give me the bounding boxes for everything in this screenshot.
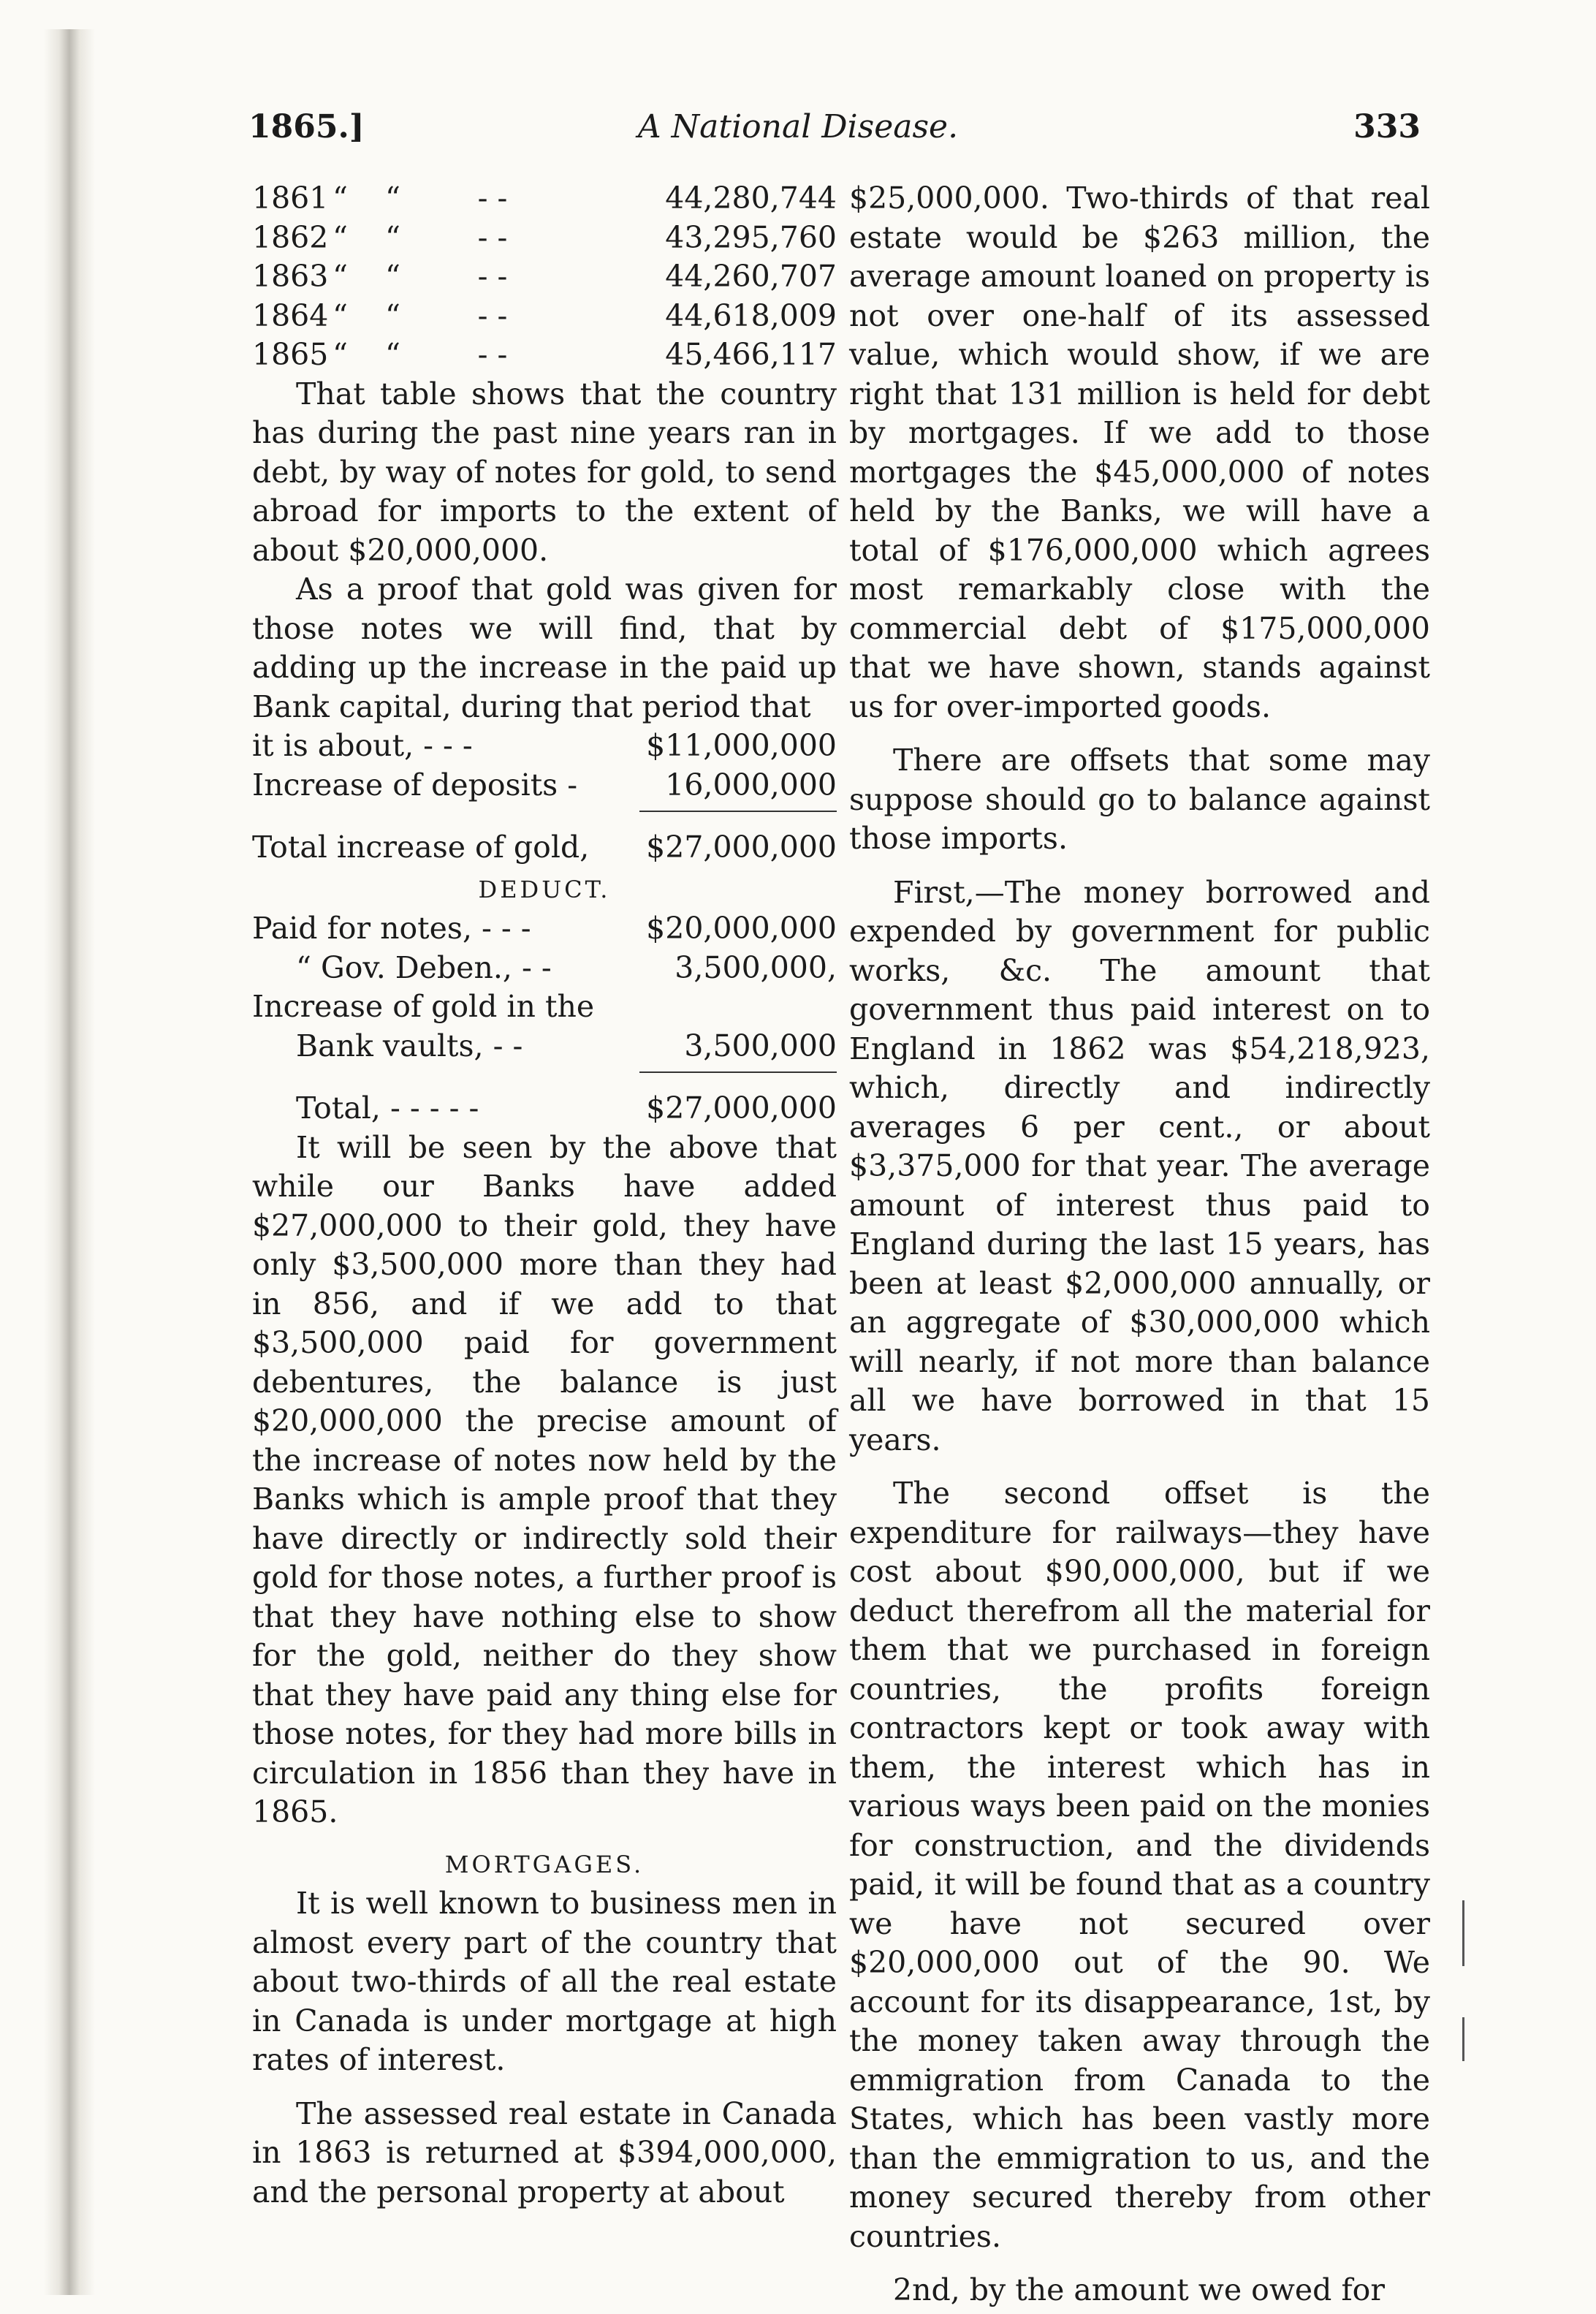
- value-cell: 44,260,707: [665, 259, 837, 294]
- value-cell: 44,618,009: [665, 297, 837, 333]
- row-label: [252, 219, 547, 258]
- year-cell: 1864: [252, 297, 329, 333]
- table-row: [252, 828, 837, 868]
- row-label: [252, 179, 547, 219]
- table-row: [252, 219, 837, 258]
- sum-rule: [639, 811, 837, 822]
- leader-dashes: - -: [477, 181, 508, 216]
- ditto-mark: “: [385, 337, 400, 372]
- ditto-mark: “: [332, 181, 348, 216]
- leader-dashes: - -: [477, 297, 508, 333]
- row-label: Total increase of gold,: [252, 830, 590, 865]
- page-number: 333: [1353, 108, 1421, 145]
- leader-dashes: - -: [477, 259, 508, 294]
- mortgages-heading: MORTGAGES.: [444, 1850, 645, 1878]
- table-row: [252, 297, 837, 336]
- row-label: Increase of deposits -: [252, 767, 578, 803]
- paragraph: There are offsets that some may suppose should go to balance against those imports.: [849, 743, 1430, 856]
- value-cell: 44,280,744: [665, 181, 837, 216]
- sum-rule: [639, 1071, 837, 1083]
- table-row: [252, 949, 837, 988]
- year-cell: 1861: [252, 181, 329, 216]
- row-label: it is about, - - -: [252, 728, 473, 763]
- row-label: Bank vaults, - -: [296, 1028, 523, 1063]
- margin-mark: [1462, 2017, 1464, 2061]
- margin-mark: [1462, 1900, 1464, 1966]
- table-row: [252, 1089, 837, 1128]
- paragraph: First,—The money borrowed and expended by government for public works, &c. The amount that government thus paid interest on to England in 1862 was $54,218,923, which, directly and indirectly averages 6 per cent., or about $3,375,000 for that year. The average amount of interest thus paid to England during the last 15 years, has been at least $2,000,000 annually, or an aggregate of $30,000,000 which will nearly, if not more than balance all we have borrowed in that 15 years.: [849, 874, 1430, 1457]
- table-row: [252, 766, 837, 805]
- imports-table: [252, 179, 837, 375]
- row-label: “ Gov. Deben., - -: [296, 949, 552, 985]
- ditto-mark: “: [385, 181, 400, 216]
- table-row: [252, 727, 837, 766]
- ditto-mark: “: [385, 219, 400, 255]
- paragraph: That table shows that the country has during the past nine years ran in debt, by way of notes for gold, to send abroad for imports to the extent of about $20,000,000.: [252, 376, 837, 568]
- paragraph: The assessed real estate in Canada in 1863 is returned at $394,000,000, and the personal property at about: [252, 2095, 837, 2209]
- table-row: [252, 987, 837, 1027]
- row-label: [252, 335, 547, 375]
- table-row: [252, 179, 837, 219]
- year-cell: 1865: [252, 337, 329, 372]
- row-value: $11,000,000: [646, 728, 837, 763]
- paragraph: It is well known to business men in almost every part of the country that about two-thirds of all the real estate in Canada is under mortgage at high rates of interest.: [252, 1886, 837, 2077]
- paragraph: $25,000,000. Two-thirds of that real estate would be $263 million, the average amount loaned on property is not over one-half of its assessed value, which would show, if we are right that 131 million is held for debt by mortgages. If we add to those mortgages the $45,000,000 of notes held by the Banks, we will have a total of $176,000,000 which agrees most remarkably close with the commercial debt of $175,000,000 that we have shown, stands against us for over-imported goods.: [849, 181, 1430, 724]
- paragraph: As a proof that gold was given for those notes we will find, that by adding up the increase in the paid up Bank capital, during that period that: [252, 572, 837, 724]
- value-cell: 45,466,117: [665, 337, 837, 372]
- ditto-mark: “: [332, 259, 348, 294]
- row-value: 3,500,000,: [674, 949, 837, 985]
- deduct-heading: DEDUCT.: [478, 875, 611, 903]
- row-label: Total, - - - - -: [296, 1090, 479, 1126]
- left-column: [252, 179, 837, 2212]
- row-label: [252, 257, 547, 297]
- ditto-mark: “: [332, 219, 348, 255]
- row-label: Increase of gold in the: [252, 989, 595, 1024]
- ditto-mark: “: [385, 259, 400, 294]
- row-value: 3,500,000: [684, 1028, 837, 1063]
- paragraph: It will be seen by the above that while our Banks have added $27,000,000 to their gold, they have only $3,500,000 more than they had in 856, and if we add to that $3,500,000 paid for government debentures, the balance is just $20,000,000 the precise amount of the increase of notes now held by the Banks which is ample proof that they have directly or indirectly sold their gold for those notes, a further proof is that they have nothing else to show for the gold, neither do they show that they have paid any thing else for those notes, for they had more bills in circulation in 1856 than they have in 1865.: [252, 1129, 837, 1829]
- value-cell: 43,295,760: [665, 219, 837, 255]
- paragraph: The second offset is the expenditure for railways—they have cost about $90,000,000, but if we deduct therefrom all the material for them that we purchased in foreign countries, the profits foreign contractors kept or took away with them, the interest which has in various ways been paid on the monies for construction, and the dividends paid, it will be found that as a country we have not secured over $20,000,000 out of the 90. We account for its disappearance, 1st, by the money taken away through the emmigration from Canada to the States, which has been vastly more than the emmigration to us, and the money secured thereby from other countries.: [849, 1476, 1430, 2254]
- right-column: [849, 179, 1430, 2310]
- year-cell: 1863: [252, 259, 329, 294]
- year-cell: 1862: [252, 219, 329, 255]
- page-binding-shadow: [44, 29, 95, 2295]
- running-title: A National Disease.: [637, 108, 959, 145]
- row-label: [252, 297, 547, 336]
- table-row: [252, 257, 837, 297]
- ditto-mark: “: [332, 297, 348, 333]
- ditto-mark: “: [385, 297, 400, 333]
- leader-dashes: - -: [477, 337, 508, 372]
- table-row: [252, 909, 837, 949]
- row-value: $20,000,000: [646, 911, 837, 946]
- ditto-mark: “: [332, 337, 348, 372]
- row-value: $27,000,000: [646, 830, 837, 865]
- leader-dashes: - -: [477, 219, 508, 255]
- header-year: 1865.]: [248, 108, 365, 145]
- row-value: $27,000,000: [646, 1090, 837, 1126]
- table-row: [252, 1027, 837, 1066]
- paragraph: 2nd, by the amount we owed for: [893, 2272, 1385, 2307]
- row-value: 16,000,000: [665, 767, 837, 803]
- table-row: [252, 335, 837, 375]
- row-label: Paid for notes, - - -: [252, 911, 531, 946]
